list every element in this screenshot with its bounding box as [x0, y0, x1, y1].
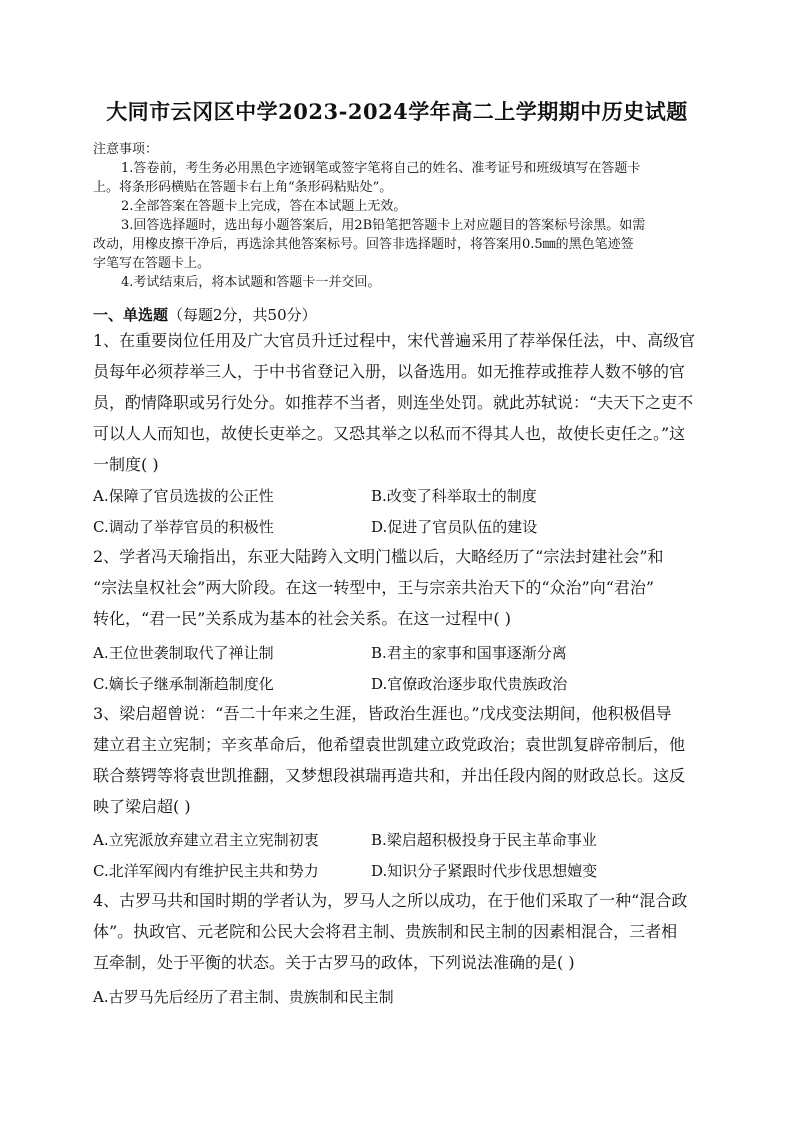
question-line: 映了梁启超( ) [93, 797, 191, 816]
question-line: 1、在重要岗位任用及广大官员升迁过程中，宋代普遍采用了荐举保任法，中、高级官 [93, 331, 696, 350]
option-b: B.改变了科举取士的制度 [371, 487, 537, 505]
question-1 [93, 325, 703, 480]
question-line: 3、梁启超曾说：“吾二十年来之生涯，皆政治生涯也。”戊戌变法期间，他积极倡导 [93, 704, 672, 723]
option-d: D.官僚政治逐步取代贵族政治 [371, 675, 568, 693]
question-2 [93, 541, 703, 634]
question-line: 转化，“君一民”关系成为基本的社会关系。在这一过程中( ) [93, 609, 511, 628]
notice-block [93, 140, 693, 292]
section-title: 一、单选题 [93, 306, 169, 324]
option-a: A.立宪派放弃建立君主立宪制初衷 [93, 831, 319, 849]
option-b: B.梁启超积极投身于民主革命事业 [371, 831, 597, 849]
question-line: 一制度( ) [93, 455, 159, 474]
question-4 [93, 885, 703, 978]
question-line: 互牵制，处于平衡的状态。关于古罗马的政体，下列说法准确的是( ) [93, 953, 575, 972]
question-line: 体”。执政官、元老院和公民大会将君主制、贵族制和民主制的因素相混合，三者相 [93, 922, 678, 941]
question-line: 建立君主立宪制；辛亥革命后，他希望袁世凯建立政党政治；袁世凯复辟帝制后，他 [93, 735, 686, 754]
question-line: “宗法皇权社会”两大阶段。在这一转型中，王与宗亲共治天下的“众治”向“君治” [93, 578, 655, 597]
option-b: B.君主的家事和国事逐渐分离 [371, 644, 567, 662]
option-a: A.王位世袭制取代了禅让制 [93, 644, 274, 662]
notice-line: 3.回答选择题时，选出每小题答案后，用2B铅笔把答题卡上对应题目的答案标号涂黑。如需 [121, 218, 646, 233]
section-heading [93, 304, 317, 325]
option-c: C.北洋军阀内有维护民主共和势力 [93, 862, 319, 880]
question-line: 联合蔡锷等将袁世凯推翻，又梦想段祺瑞再造共和，并出任段内阁的财政总长。这反 [93, 766, 686, 785]
notice-line: 1.答卷前，考生务必用黑色字迹钢笔或签字笔将自己的姓名、准考证号和班级填写在答题卡 [121, 161, 641, 176]
notice-heading: 注意事项： [93, 142, 159, 157]
question-line: 可以人人而知也，故使长吏举之。又恐其举之以私而不得其人也，故使长吏任之。”这 [93, 424, 686, 443]
notice-line: 上。将条形码横贴在答题卡右上角“条形码粘贴处”。 [93, 180, 393, 195]
option-c: C.调动了举荐官员的积极性 [93, 518, 274, 536]
option-a: A.古罗马先后经历了君主制、贵族制和民主制 [93, 988, 394, 1006]
question-line: 4、古罗马共和国时期的学者认为，罗马人之所以成功，在于他们采取了一种“混合政 [93, 891, 688, 910]
notice-line: 改动，用橡皮擦干净后，再选涂其他答案标号。回答非选择题时，将答案用0.5㎜的黑色笔迹签 [93, 237, 634, 252]
option-d: D.知识分子紧跟时代步伐思想嬗变 [371, 862, 598, 880]
notice-line: 4.考试结束后，将本试题和答题卡一并交回。 [121, 275, 381, 290]
question-line: 2、学者冯天瑜指出，东亚大陆跨入文明门槛以后，大略经历了“宗法封建社会”和 [93, 547, 664, 566]
option-a: A.保障了官员选拔的公正性 [93, 487, 274, 505]
question-line: 员每年必须荐举三人，于中书省登记入册，以备选用。如无推荐或推荐人数不够的官 [93, 362, 686, 381]
option-d: D.促进了官员队伍的建设 [371, 518, 538, 536]
notice-line: 字笔写在答题卡上。 [93, 256, 211, 271]
section-note: （每题2分，共50分） [168, 306, 317, 324]
option-c: C.嫡长子继承制渐趋制度化 [93, 675, 274, 693]
page-title: 大同市云冈区中学2023-2024学年高二上学期期中历史试题 [106, 99, 688, 124]
question-line: 员，酌情降职或另行处分。如推荐不当者，则连坐处罚。就此苏轼说：“夫天下之吏不 [93, 393, 694, 412]
question-3 [93, 698, 703, 822]
notice-line: 2.全部答案在答题卡上完成，答在本试题上无效。 [121, 199, 407, 214]
